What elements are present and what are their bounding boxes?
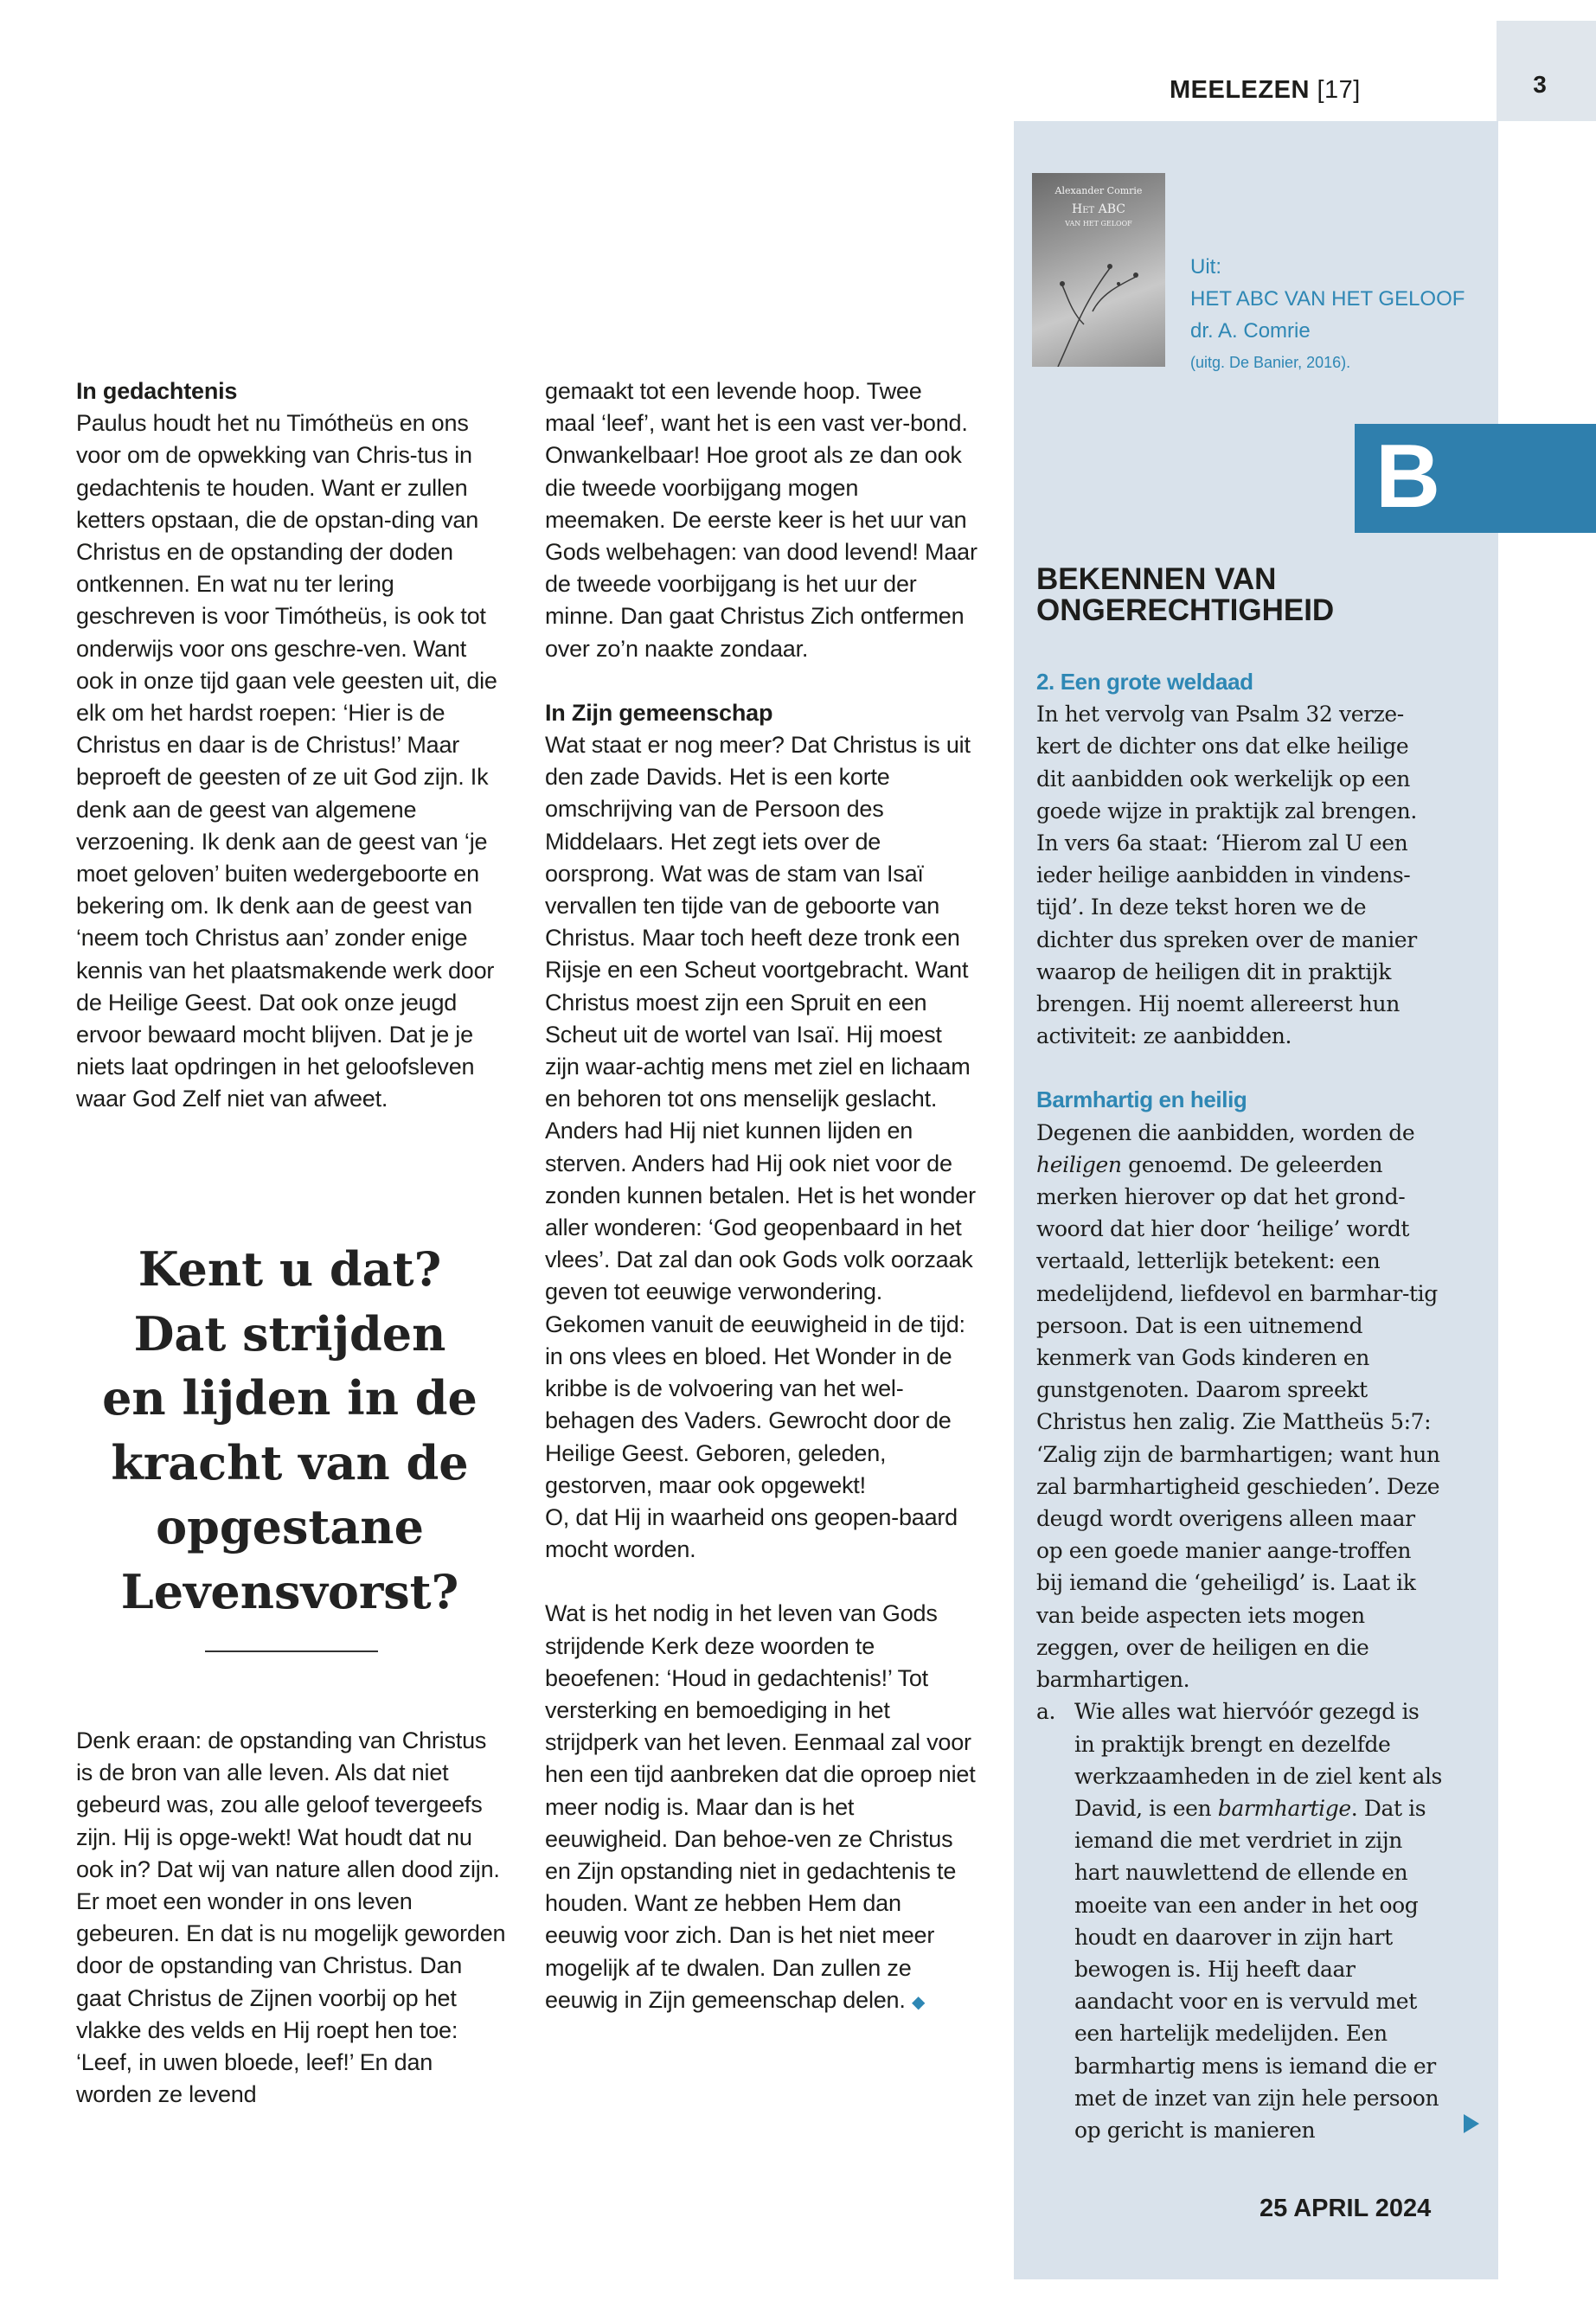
cover-title: Het ABC [1072,202,1125,216]
book-author: dr. A. Comrie [1190,319,1311,343]
sidebar-paragraph: Degenen die aanbidden, worden de heiligen genoemd. De geleerden merken hierover op dat het grond-woord dat hier door ‘heilige’ wordt vertaald, letterlijk betekent: een medelijdend, liefdevol en barmhar-tig persoon. Dat is een uitnemend kenmerk van Gods kinderen en gunstgenoten. Daarom spreekt Christus hen zalig. Zie Mattheüs 5:7: ‘Zalig zijn de barmhartigen; want hun zal barmhartigheid geschieden’. Deze deugd wordt overigens alleen maar op een goede manier aange-troffen bij iemand die ‘geheiligd’ is. Laat ik van beide aspecten iets mogen zeggen, over de heiligen en die barmhartigen. [1036,1119,1440,1693]
book-reference [1190,251,1465,379]
left-column [76,375,509,1116]
sidebar-paragraph: In het vervolg van Psalm 32 verze-kert de dichter ons dat elke heilige dit aanbidden ook werkelijk op een goede wijze in praktijk zal brengen. In vers 6a staat: ‘Hierom zal U een ieder heilige aanbidden in vindens-tijd’. In deze tekst horen we de dichter dus spreken over de manier waarop de heiligen dit in praktijk brengen. Hij noemt allereerst hun activiteit: ze aanbidden. [1036,702,1417,1049]
issue-date: 25 APRIL 2024 [1259,2195,1432,2222]
badge-letter: B [1375,426,1441,527]
branch-illustration-icon [1032,173,1165,367]
book-title: HET ABC VAN HET GELOOF [1190,287,1465,311]
article-subheading: In gedachtenis [76,378,238,404]
sidebar-article [1036,666,1443,2146]
article-paragraph: Denk eraan: de opstanding van Christus is de bron van alle leven. Als dat niet gebeurd was, zou alle geloof tevergeefs zijn. Hij is opge-wekt! Wat houdt dat nu ook in? Dat wij van nature allen dood zijn. Er moet een wonder in ons leven gebeuren. En dat is nu mogelijk geworden door de opstanding van Christus. Dan gaat Christus de Zijnen voorbij op het vlakke des velds en Hij roept hen toe: ‘Leef, in uwen bloede, leef!’ En dan worden ze levend [76,1727,506,2108]
book-cover-image [1032,173,1165,367]
sidebar-heading-line-1: BEKENNEN VAN [1036,562,1277,596]
section-name: MEELEZEN [1170,76,1310,104]
issue-number: [17] [1317,76,1361,104]
left-column-continued [76,1725,509,2111]
article-paragraph: Wat staat er nog meer? Dat Christus is uit den zade Davids. Het is een korte omschrijving van de Persoon des Middelaars. Het zegt iets over de oorsprong. Wat was de stam van Isaï vervallen ten tijde van de geboorte van Christus. Maar toch heeft deze tronk een Rijsje en een Scheut voortgebracht. Want Christus moest zijn een Spruit en een Scheut uit de wortel van Isaï. Hij moest zijn waar-achtig mens met ziel en lichaam en behoren tot ons menselijk geslacht. Anders had Hij niet kunnen lijden en sterven. Anders had Hij ook niet voor de zonden kunnen betalen. Het is het wonder aller wonderen: ‘God geopenbaard in het vlees’. Dat zal dan ook Gods volk oorzaak geven tot eeuwige verwondering. Gekomen vanuit de eeuwigheid in de tijd: in ons vlees en bloed. Het Wonder in de kribbe is de volvoering van het wel-behagen des Vaders. Gewrocht door de Heilige Geest. Geboren, geleden, gestorven, maar ook opgewekt! [545,732,976,1498]
page-number: 3 [1533,71,1547,98]
article-paragraph: Wat is het nodig in het leven van Gods strijdende Kerk deze woorden te beoefenen: ‘Houd in gedachtenis!’ Tot versterking en bemoediging in het strijdperk van het leven. Eenmaal zal voor hen een tijd aanbreken dat die oproep niet meer nodig is. Maar dan is het eeuwigheid. Dan behoe-ven ze Christus en Zijn opstanding niet in gedachtenis te houden. Want ze hebben Hem dan eeuwig voor zich. Dan is het niet meer mogelijk af te dwalen. Dan zullen ze eeuwig in Zijn gemeenschap delen. ◆ [545,1600,976,2013]
article-paragraph: gemaakt tot een levende hoop. Twee maal ‘leef’, want het is een vast ver-bond. Onwankelbaar! Hoe groot als ze dan ook die tweede voorbijgang mogen meemaken. De eerste keer is het uur van Gods welbehagen: van dood levend! Maar de tweede voorbijgang is het uur der minne. Dan gaat Christus Zich ontfermen over zo’n naakte zondaar. [545,378,977,662]
sidebar-list-item: a. Wie alles wat hiervóór gezegd is in praktijk brengt en dezelfde werkzaamheden in de ziel kent als David, is een barmhartige. Dat is iemand die met verdriet in zijn hart nauwlettend de ellende en moeite van een ander in het oog houdt en daarover in zijn hart bewogen is. Hij heeft daar aandacht voor en is vervuld met een hartelijk medelijden. Een barmhartig mens is iemand die er met de inzet van zijn hele persoon op gericht is manieren [1036,1699,1442,2143]
sidebar-subheading: 2. Een grote weldaad [1036,669,1253,695]
book-publisher: (uitg. De Banier, 2016). [1190,354,1351,371]
pull-quote-divider [205,1650,378,1652]
sidebar-heading-line-2: ONGERECHTIGHEID [1036,593,1335,627]
sidebar-heading [1036,564,1334,626]
cover-author: Alexander Comrie [1054,185,1143,196]
end-of-article-icon: ◆ [912,1992,926,2012]
article-paragraph: O, dat Hij in waarheid ons geopen-baard mocht worden. [545,1503,958,1563]
sidebar-subheading: Barmhartig en heilig [1036,1086,1247,1113]
pull-quote: Kent u dat? Dat strijden en lijden in de kracht van de opgestane Levensvorst? [102,1241,478,1619]
article-subheading: In Zijn gemeenschap [545,699,773,726]
article-paragraph: Paulus houdt het nu Timótheüs en ons voor om de opwekking van Chris-tus in gedachtenis te houden. Want er zullen ketters opstaan, die de opstan-ding van Christus en de opstanding der doden ontkennen. En wat nu ter lering geschreven is voor Timótheüs, is ook tot onderwijs voor ons geschre-ven. Want ook in onze tijd gaan vele geesten uit, die elk om het hardst roepen: ‘Hier is de Christus en daar is de Christus!’ Maar beproeft de geesten of ze uit God zijn. Ik denk aan de geest van algemene verzoening. Ik denk aan de geest van ‘je moet geloven’ buiten wedergeboorte en bekering om. Ik denk aan de geest van ‘neem toch Christus aan’ zonder enige kennis van het plaatsmakende werk door de Heilige Geest. Dat ook onze jeugd ervoor bewaard mocht blijven. Dat je je niets laat opdringen in het geloofsleven waar God Zelf niet van afweet. [76,410,497,1112]
continue-arrow-icon [1464,2114,1479,2133]
section-title [1170,76,1361,105]
middle-column [545,375,977,2019]
cover-subtitle: VAN HET GELOOF [1065,220,1132,228]
source-label: Uit: [1190,255,1221,279]
